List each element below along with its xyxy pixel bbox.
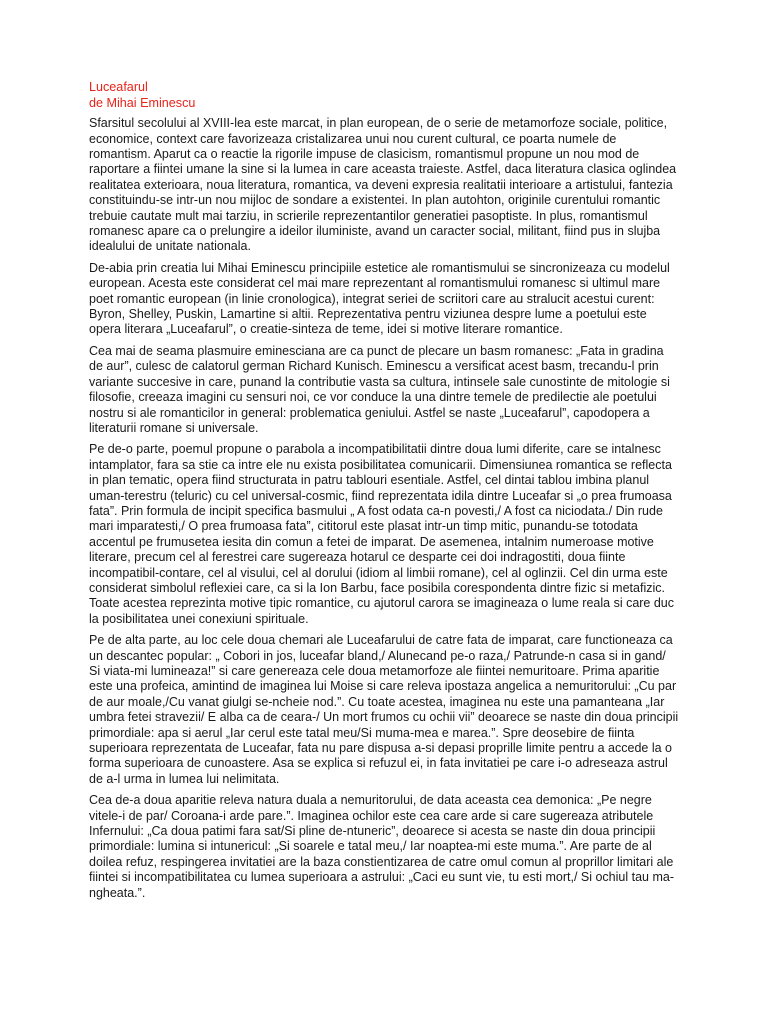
paragraph: Pe de-o parte, poemul propune o parabola a incompatibilitatii dintre doua lumi diferite, care se intalnesc intamplator, fara sa stie ca intre ele nu exista posibilitatea comunicarii. Dimensiunea romantica se reflecta in plan tematic, opera fiind structurata in patru tablouri esentiale. Astfel, cel dintai tablou imbina planul uman-terestru (teluric) cu cel universal-cosmic, fiind reprezentata idila dintre Luceafar si „o prea frumoasa fata”. Prin formula de incipit specifica basmului „ A fost odata ca-n povesti,/ A fost ca niciodata./ Din rude mari imparatesti,/ O prea frumoasa fata”, cititorul este plasat intr-un timp mitic, punandu-se totodata accentul pe frumusetea iesita din comun a fetei de imparat. De asemenea, intalnim numeroase motive literare, precum cel al ferestrei care sugereaza hotarul ce desparte cei doi indragostiti, doua fiinte incompatibil-contare, cel al visului, cel al dorului (idiom al limbii romane), cel al oglinzii. Cel din urma este considerat simbolul reflexiei care, ca si la Ion Barbu, face posibila corespondenta dintre fizic si metafizic. Toate acestea reprezinta motive tipic romantice, cu ajutorul carora se imagineaza o lume reala si care duc la posibilitatea unei conexiuni spirituale. [89, 442, 675, 626]
paragraph: Cea mai de seama plasmuire eminesciana are ca punct de plecare un basm romanesc: „Fata in gradina de aur”, culesc de calatorul german Richard Kunisch. Eminescu a versificat acest basm, trecandu-l prin variante succesive in care, punand la contributie vasta sa cultura, intinsele sale cunostinte de mitologie si filosofie, creeaza imagini cu sensuri noi, ce vor conduce la una dintre temele de predilectie ale poetului nostru si ale romanticilor in general: problematica geniului. Astfel se naste „Luceafarul”, capodopera a literaturii romane si universale. [89, 343, 670, 435]
paragraph: Pe de alta parte, au loc cele doua chemari ale Luceafarului de catre fata de imparat, care functioneaza ca un descantec popular: „ Cobori in jos, luceafar bland,/ Alunecand pe-o raza,/ Patrunde-n casa si in gand/ Si viata-mi lumineaza!” si care genereaza cele doua metamorfoze ale fiintei nemuritoare. Prima aparitie este una profeica, amintind de imaginea lui Moise si care releva ipostaza angelica a nemuritorului: „Cu par de aur moale,/Cu vanat giulgi se-ncheie nod.”. Cu toate acestea, imaginea nu este una pamanteana „Iar umbra fetei stravezii/ E alba ca de ceara-/ Un mort frumos cu ochii vii” deoarece se naste din doua principii primordiale: apa si aerul „Iar cerul este tatal meu/Si muma-mea e marea.”. Spre deosebire de fiinta superioara reprezentata de Luceafar, fata nu pare dispusa a-si depasi proprille limite pentru a accede la o forma superioara de cunoastere. Asa se explica si refuzul ei, in fata invitatiei pe care i-o adreseaza astrul de a-l urma in lumea lui nelimitata. [89, 633, 679, 786]
paragraph: Cea de-a doua aparitie releva natura duala a nemuritorului, de data aceasta cea demonica: „Pe negre vitele-i de par/ Coroana-i arde pare.”. Imaginea ochilor este cea care arde si care sugereaza atributele Infernului: „Ca doua patimi fara sat/Si pline de-ntuneric”, deoarece si acesta se naste din doua principii primordiale: lumina si intunericul: „Si soarele e tatal meu,/ Iar noaptea-mi este muma.”. Are parte de al doilea refuz, respingerea invitatiei are la baza constientizarea de catre omul comun al proprillor limitari ale fiintei si incompatibilitatea cu lumea superioara a astrului: „Caci eu sunt vie, tu esti mort,/ Si ochiul tau ma-ngheata.”. [89, 793, 674, 900]
document-author: de Mihai Eminescu [89, 95, 196, 110]
paragraph: De-abia prin creatia lui Mihai Eminescu principiile estetice ale romantismului se sincronizeaza cu modelul european. Acesta este considerat cel mai mare reprezentant al romantismului romanesc si ultimul mare poet romantic european (in linie cronologica), integrat seriei de scriitori care au stralucit acestui curent: Byron, Shelley, Puskin, Lamartine si altii. Reprezentativa pentru viziunea despre lume a poetului este opera literara „Luceafarul”, o creatie-sinteza de teme, idei si motive literare romantice. [89, 260, 670, 337]
document-title: Luceafarul [89, 80, 148, 94]
document-page [89, 80, 679, 907]
paragraph: Sfarsitul secolului al XVIII-lea este marcat, in plan european, de o serie de metamorfoze sociale, politice, economice, context care favorizeaza cristalizarea unui nou curent cultural, ce poarta numele de romantism. Aparut ca o reactie la rigorile impuse de clasicism, romantismul propune un nou mod de raportare a fiintei umane la sine si la lumea in care aceasta traieste. Astfel, daca literatura clasica oglindea realitatea exterioara, noua literatura, romantica, va deveni expresia realitatii interioare a artistului, fantezia constituindu-se intr-un nou mijloc de sondare a existentei. In plan autohton, originile curentului romantic trebuie cautate mult mai tarziu, in scrierile reprezentantilor generatiei pasoptiste. In plus, romantismul romanesc apare ca o prelungire a ideilor iluministe, avand un caracter social, militant, fiind pus in slujba idealului de unitate nationala. [89, 116, 677, 254]
title-block [89, 80, 679, 111]
